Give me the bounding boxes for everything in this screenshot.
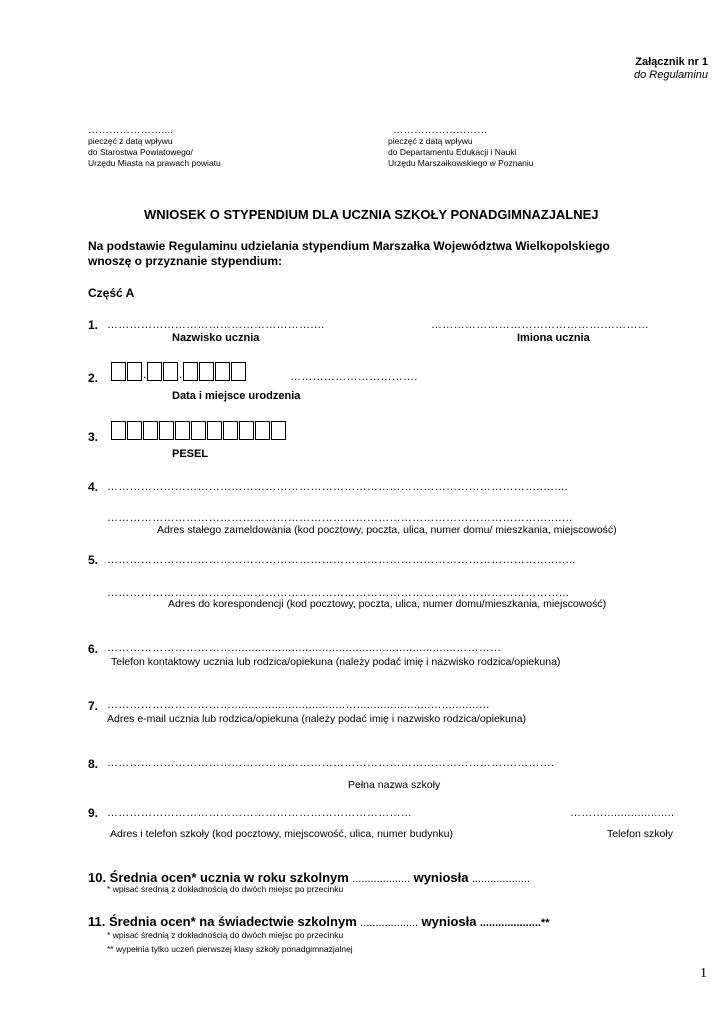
footnote-text: wpisać średnią z dokładnością do dwóch miejsc po przecinku <box>112 930 344 940</box>
field-11-row <box>88 914 550 929</box>
year-average-result-input[interactable]: ................... <box>471 873 530 885</box>
pesel-box[interactable] <box>175 421 190 440</box>
date-box[interactable] <box>111 362 126 381</box>
date-separator: . <box>143 367 147 381</box>
stamp-left-line2: do Starostwa Powiatowego/ <box>88 147 193 157</box>
stamp-left-dots: ………………….... <box>88 124 174 136</box>
stamp-left-line1: pieczęć z datą wpływu <box>88 136 173 146</box>
first-names-label: Imiona ucznia <box>517 332 590 344</box>
intro-line-2: wnoszę o przyznanie stypendium: <box>88 254 283 268</box>
field-11-footnote-1 <box>107 930 343 941</box>
permanent-address-input-2[interactable]: ………………………………………………………………………………………………………..….. <box>107 512 573 524</box>
year-average-input[interactable]: ................... <box>352 873 411 885</box>
date-box[interactable] <box>147 362 162 381</box>
stamp-right-line1: pieczęć z datą wpływu <box>388 136 473 146</box>
pesel-box[interactable] <box>255 421 270 440</box>
first-names-input[interactable]: ……………………………………….………… <box>431 319 650 331</box>
pesel-box[interactable] <box>159 421 174 440</box>
date-box[interactable] <box>231 362 246 381</box>
date-box[interactable] <box>199 362 214 381</box>
certificate-average-mid: wyniosła <box>421 914 477 929</box>
pesel-box[interactable] <box>207 421 222 440</box>
footnote-mark: * <box>107 884 111 894</box>
permanent-address-input-1[interactable]: ……………………………………………………………………………………………………..….... <box>107 481 568 493</box>
intro-line-1: Na podstawie Regulaminu udzielania stypendium Marszałka Województwa Wielkopolskiego <box>88 239 610 253</box>
date-box[interactable] <box>183 362 198 381</box>
pesel-box[interactable] <box>271 421 286 440</box>
footnote-text: wpisać średnią z dokładnością do dwóch miejsc po przecinku <box>112 884 344 894</box>
year-average-text: 10. Średnia ocen* ucznia w roku szkolnym <box>88 870 349 885</box>
school-name-input[interactable]: ……………………………………………………………………………………………….………. <box>107 757 555 769</box>
page-number: 1 <box>700 966 707 981</box>
date-box[interactable] <box>215 362 230 381</box>
footnote-text: wypełnia tylko uczeń pierwszej klasy szkoły ponadgimnazjalnej <box>116 944 353 954</box>
school-phone-label: Telefon szkoły <box>607 828 673 840</box>
form-title: WNIOSEK O STYPENDIUM DLA UCZNIA SZKOŁY PONADGIMNAZJALNEJ <box>144 207 599 222</box>
school-name-label: Pełna nazwa szkoły <box>348 779 441 791</box>
correspondence-address-label: Adres do korespondencji (kod pocztowy, poczta, ulica, numer domu/mieszkania, miejscowość) <box>168 598 607 610</box>
pesel-box[interactable] <box>223 421 238 440</box>
field-6-number: 6. <box>88 642 99 656</box>
school-address-input[interactable]: ……………………………………………………………………… <box>107 807 413 819</box>
date-box[interactable] <box>163 362 178 381</box>
footnote-mark: ** <box>107 944 114 954</box>
annex-subtitle: do Regulaminu <box>634 69 708 81</box>
field-7-number: 7. <box>88 699 99 713</box>
surname-input[interactable]: ……………………………………………….… <box>107 319 326 331</box>
date-separator: . <box>179 367 183 381</box>
stamp-left-line3: Urzędu Miasta na prawach powiatu <box>88 158 221 168</box>
surname-label: Nazwisko ucznia <box>172 332 260 344</box>
pesel-box[interactable] <box>127 421 142 440</box>
field-11-footnote-2 <box>107 944 353 955</box>
correspondence-address-input-1[interactable]: ………………………………………………………………………………………………………..…... <box>107 554 576 566</box>
field-8-number: 8. <box>88 757 99 771</box>
pesel-boxes[interactable] <box>111 421 287 440</box>
field-1-number: 1. <box>88 318 99 332</box>
part-title: Część A <box>88 286 135 300</box>
stamp-right-line3: Urzędu Marszałkowskiego w Poznaniu <box>388 158 534 168</box>
birth-date-boxes[interactable] <box>111 362 247 381</box>
school-phone-input[interactable]: ………..................... <box>570 807 675 819</box>
email-input[interactable]: ……………………………..................................…......................…...........… <box>107 699 491 711</box>
pesel-box[interactable] <box>239 421 254 440</box>
phone-input[interactable]: ……………………………...................................................................………… <box>107 642 502 654</box>
birth-label: Data i miejsce urodzenia <box>172 390 301 402</box>
school-address-label: Adres i telefon szkoły (kod pocztowy, miejscowość, ulica, numer budynku) <box>110 828 453 840</box>
field-2-number: 2. <box>88 371 99 385</box>
stamp-right-dots: ……………………… <box>393 124 488 136</box>
field-10-row <box>88 870 530 885</box>
birth-place-input[interactable]: ……………………………. <box>290 371 418 383</box>
email-label: Adres e-mail ucznia lub rodzica/opiekuna (należy podać imię i nazwisko rodzica/opiekuna) <box>107 713 527 725</box>
correspondence-address-input-2[interactable]: …………………………………………………………………………………………………………... <box>107 587 570 599</box>
annex-title: Załącznik nr 1 <box>635 56 708 68</box>
stamp-right-line2: do Departamentu Edukacji i Nauki <box>388 147 517 157</box>
date-box[interactable] <box>127 362 142 381</box>
pesel-box[interactable] <box>191 421 206 440</box>
field-4-number: 4. <box>88 480 99 494</box>
footnote-mark: * <box>107 930 111 940</box>
field-9-number: 9. <box>88 806 99 820</box>
year-average-mid: wyniosła <box>413 870 469 885</box>
field-3-number: 3. <box>88 430 99 444</box>
pesel-label: PESEL <box>172 448 209 460</box>
phone-label: Telefon kontaktowy ucznia lub rodzica/opiekuna (należy podać imię i nazwisko rodzica/opiekuna) <box>111 656 561 668</box>
certificate-average-result-input[interactable]: ....................** <box>479 917 550 929</box>
pesel-box[interactable] <box>143 421 158 440</box>
certificate-average-text: 11. Średnia ocen* na świadectwie szkolnym <box>88 914 357 929</box>
field-5-number: 5. <box>88 553 99 567</box>
pesel-box[interactable] <box>111 421 126 440</box>
field-10-footnote <box>107 884 343 895</box>
permanent-address-label: Adres stałego zameldowania (kod pocztowy, poczta, ulica, numer domu/ mieszkania, miejscowość) <box>157 524 617 536</box>
certificate-average-input[interactable]: ................... <box>360 917 419 929</box>
